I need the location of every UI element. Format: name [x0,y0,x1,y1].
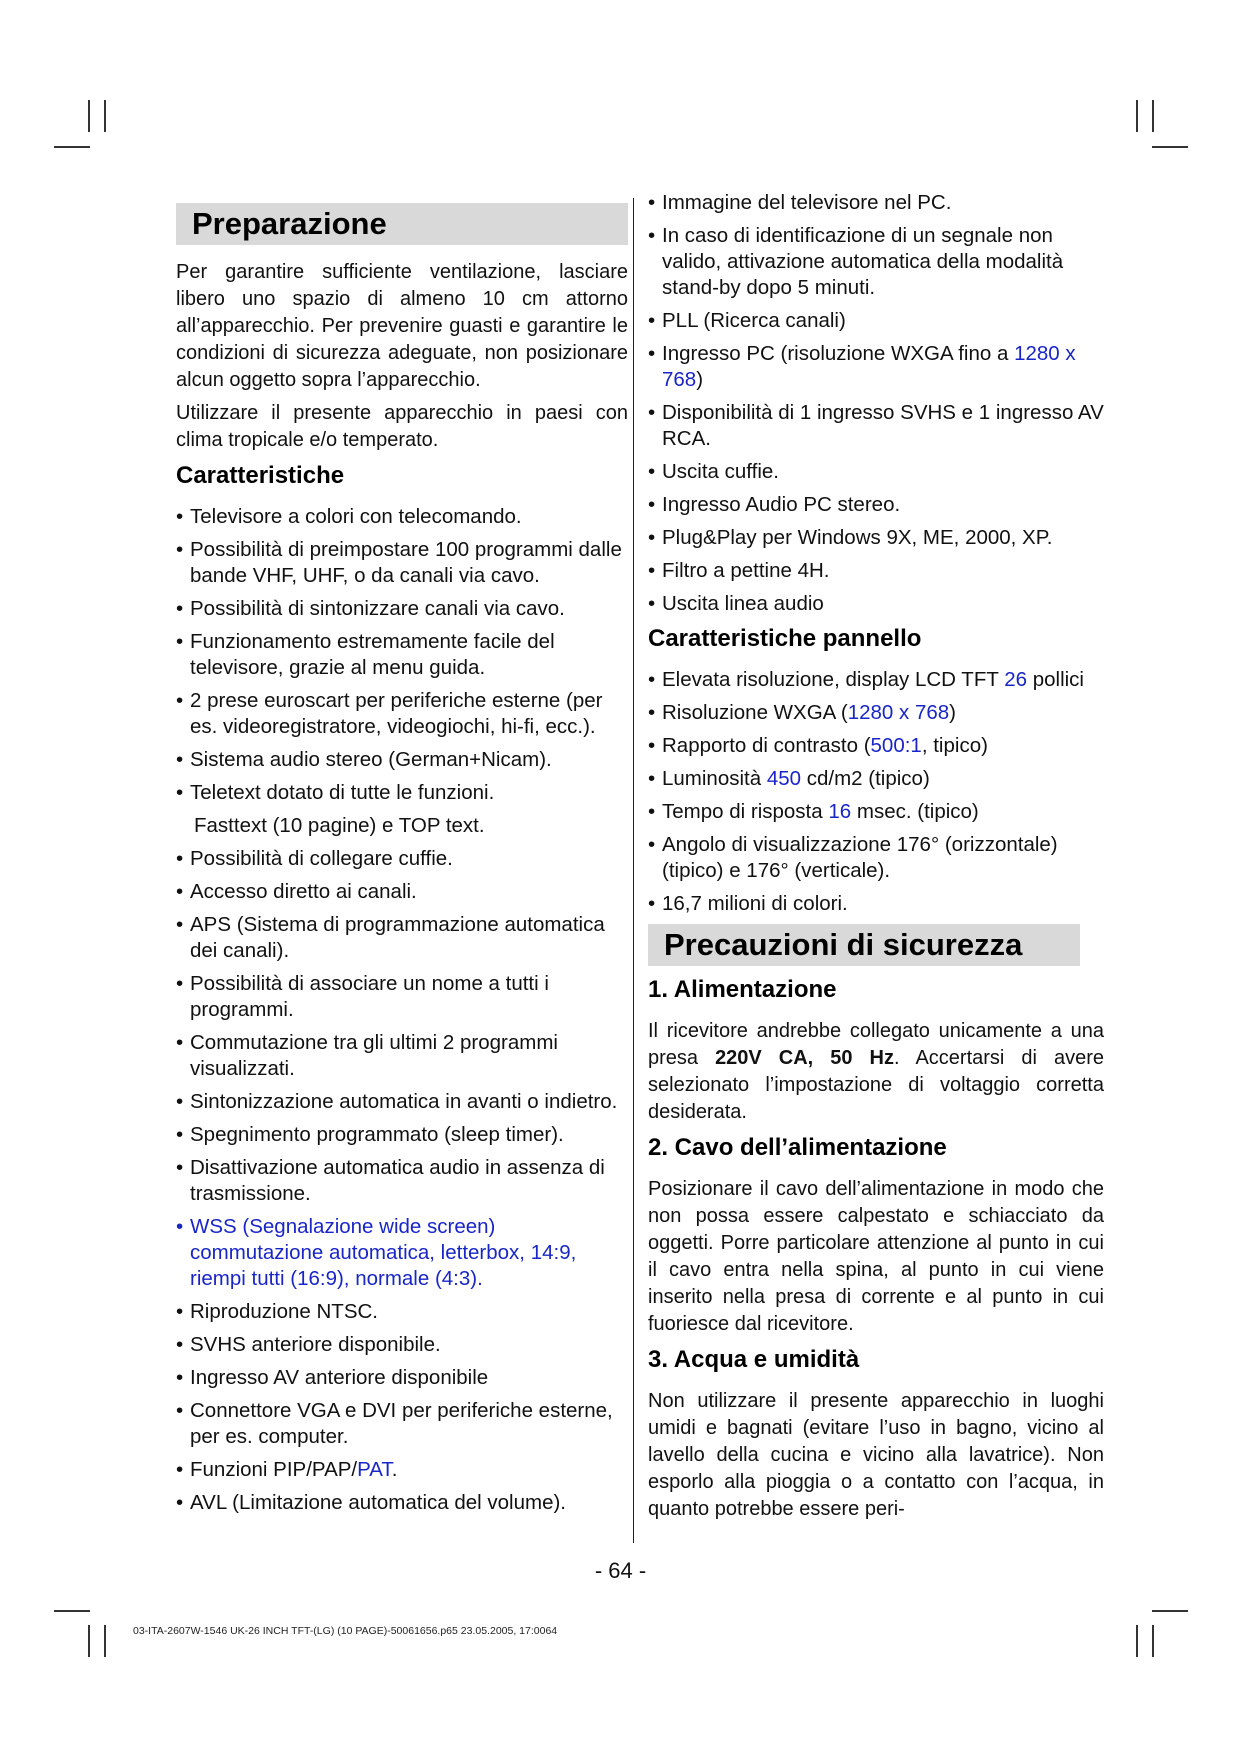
s1-suffix: . Accertarsi di avere selezionato l’impostazione di voltaggio corretta desiderata. [648,1047,1105,1123]
features-list [176,504,628,1516]
crop-mark [54,146,90,148]
safety-heading-3: 3. Acqua e umidità [648,1346,860,1373]
list-item: • Immagine del televisore nel PC. [648,190,1104,216]
crop-mark [1136,100,1138,132]
left-column [176,198,628,1523]
lcd-suffix: pollici [1027,668,1084,691]
pc-prefix: Ingresso PC (risoluzione WXGA fino a [662,342,1015,365]
panel-item-luminosity [648,766,1104,792]
crop-mark [1136,1625,1138,1657]
crop-mark [1152,146,1188,148]
safety-heading-2: 2. Cavo dell’alimentazione [648,1134,947,1161]
list-item: • Uscita linea audio [648,591,1104,617]
list-item: • Teletext dotato di tutte le funzioni. [176,780,628,806]
right-column [648,190,1104,1529]
res-value: 1280 x 768 [847,701,950,724]
crop-mark [1152,100,1154,132]
list-item: • Disattivazione automatica audio in assenza di trasmissione. [176,1155,628,1207]
features-list-continued [648,190,1104,617]
s1-voltage: 220V CA, 50 Hz [715,1047,894,1069]
contrast-prefix: Rapporto di contrasto ( [662,734,871,757]
contrast-suffix: , tipico) [921,734,988,757]
list-item: • Commutazione tra gli ultimi 2 programmi visualizzati. [176,1030,628,1082]
panel-item-response [648,799,1104,825]
safety-heading-1: 1. Alimentazione [648,976,837,1003]
list-item: • Funzionamento estremamente facile del televisore, grazie al menu guida. [176,629,628,681]
panel-heading: Caratteristiche pannello [648,625,922,652]
list-item: • SVHS anteriore disponibile. [176,1332,628,1358]
contrast-value: 500:1 [870,734,922,757]
crop-mark [54,1610,90,1612]
list-item: • Uscita cuffie. [648,459,1104,485]
safety-paragraph-3: Non utilizzare il presente apparecchio in luoghi umidi e bagnati (evitare l’uso in bagno, vicino al lavello della cucina e vicino alla lavatrice). Non esporlo alla pioggia o a contatto con l’acqua, in quanto potrebbe essere peri- [648,1390,1104,1520]
prep-paragraph-1: Per garantire sufficiente ventilazione, lasciare libero uno spazio di almeno 10 cm attorno all’apparecchio. Per prevenire guasti e garantire le condizioni di sicurezza adeguate, non posizionare alcun oggetto sopra l’apparecchio. [176,261,628,391]
crop-mark [88,1625,90,1657]
list-item: • Ingresso Audio PC stereo. [648,492,1104,518]
panel-item-lcd [648,667,1104,693]
lum-value: 450 [766,767,802,790]
panel-item-angle: • Angolo di visualizzazione 176° (orizzontale) (tipico) e 176° (verticale). [648,832,1104,884]
resp-suffix: msec. (tipico) [851,800,979,823]
panel-item-colors: • 16,7 milioni di colori. [648,891,1104,917]
resp-prefix: Tempo di risposta [662,800,829,823]
prep-paragraph-2: Utilizzare il presente apparecchio in paesi con clima tropicale e/o temperato. [176,402,628,451]
page-number: - 64 - [594,1558,647,1583]
list-item: • Possibilità di sintonizzare canali via cavo. [176,596,628,622]
crop-mark [1152,1610,1188,1612]
list-item: • Connettore VGA e DVI per periferiche esterne, per es. computer. [176,1398,628,1450]
pc-resolution: 1280 x 768 [662,342,1076,391]
res-prefix: Risoluzione WXGA ( [662,701,848,724]
lum-prefix: Luminosità [662,767,767,790]
pip-suffix: . [391,1458,398,1481]
resp-value: 16 [828,800,852,823]
list-item: • Filtro a pettine 4H. [648,558,1104,584]
list-item: Fasttext (10 pagine) e TOP text. [194,814,485,837]
list-item: • 2 prese euroscart per periferiche esterne (per es. videoregistratore, videogiochi, hi-fi, ecc.). [176,688,628,740]
list-item: • Ingresso AV anteriore disponibile [176,1365,628,1391]
section-title-preparazione: Preparazione [176,203,628,245]
res-suffix: ) [949,701,956,724]
crop-mark [1152,1625,1154,1657]
list-item: • Accesso diretto ai canali. [176,879,628,905]
column-divider [633,198,634,1543]
crop-mark [104,1625,106,1657]
list-item: • Riproduzione NTSC. [176,1299,628,1325]
list-item: • AVL (Limitazione automatica del volume). [176,1490,628,1516]
list-item: • Plug&Play per Windows 9X, ME, 2000, XP. [648,525,1104,551]
list-item: • Spegnimento programmato (sleep timer). [176,1122,628,1148]
lcd-size: 26 [1004,668,1028,691]
pip-prefix: Funzioni PIP/PAP/ [190,1458,358,1481]
safety-paragraph-1 [648,1018,1104,1126]
crop-mark [88,100,90,132]
list-item: • In caso di identificazione di un segnale non valido, attivazione automatica della modalità stand-by dopo 5 minuti. [648,223,1104,301]
list-item: • Possibilità di collegare cuffie. [176,846,628,872]
features-heading: Caratteristiche [176,462,345,489]
list-item: • Televisore a colori con telecomando. [176,504,628,530]
lum-suffix: cd/m2 (tipico) [801,767,930,790]
lcd-prefix: Elevata risoluzione, display LCD TFT [662,668,1005,691]
list-item: • APS (Sistema di programmazione automatica dei canali). [176,912,628,964]
list-item: • Sintonizzazione automatica in avanti o indietro. [176,1089,628,1115]
pip-blue: PAT [357,1458,392,1481]
pc-suffix: ) [696,368,704,391]
panel-item-resolution [648,700,1104,726]
print-footer: 03-ITA-2607W-1546 UK-26 INCH TFT-(LG) (10 PAGE)-50061656.p65 23.05.2005, 17:0064 [133,1625,558,1637]
safety-paragraph-2: Posizionare il cavo dell’alimentazione in modo che non possa essere calpestato e schiacciato da oggetti. Porre particolare attenzione al punto in cui il cavo entra nella spina, al punto in cui viene inserito nella presa di corrente e al punto in cui fuoriesce dal ricevitore. [648,1178,1104,1335]
panel-item-contrast [648,733,1104,759]
list-item: • Sistema audio stereo (German+Nicam). [176,747,628,773]
list-item-wss: • WSS (Segnalazione wide screen) commutazione automatica, letterbox, 14:9, riempi tutti (16:9), normale (4:3). [176,1214,628,1292]
section-title-safety: Precauzioni di sicurezza [648,924,1080,966]
s1-prefix: Il ricevitore andrebbe collegato unicamente a una presa [648,1020,1104,1069]
panel-list [648,667,1104,917]
list-item: • Possibilità di preimpostare 100 programmi dalle bande VHF, UHF, o da canali via cavo. [176,537,628,589]
crop-mark [104,100,106,132]
list-item-pip [176,1457,628,1483]
list-item: • Possibilità di associare un nome a tutti i programmi. [176,971,628,1023]
list-item-pc-input [648,341,1104,393]
list-item: • Disponibilità di 1 ingresso SVHS e 1 ingresso AV RCA. [648,400,1104,452]
list-item: • PLL (Ricerca canali) [648,308,1104,334]
